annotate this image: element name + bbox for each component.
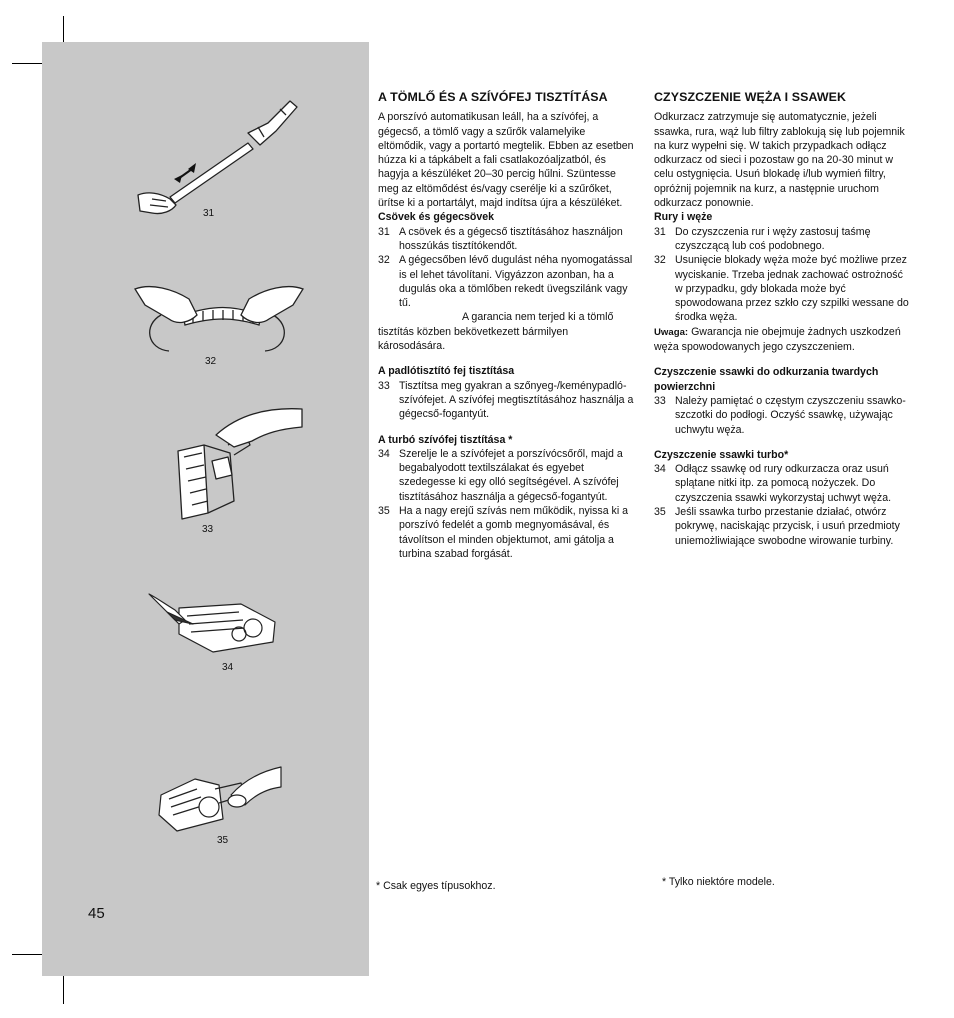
- hu-item-32-number: 32: [378, 254, 390, 267]
- page-number: 45: [88, 905, 105, 922]
- pl-item-32-number: 32: [654, 254, 666, 267]
- figure-34-number: 34: [222, 662, 234, 673]
- pl-item-33: [654, 394, 912, 437]
- pl-item-31-text: Do czyszczenia rur i węży zastosuj taśmę czyszczącą lub coś podobnego.: [675, 225, 871, 252]
- hu-item-33: [378, 379, 634, 422]
- hu-item-34-number: 34: [378, 447, 390, 460]
- hu-item-34-text: Szerelje le a szívófejet a porszívócsőről, majd a begabalyodott textilszálakat és egyebet szedegesse ki egy olló segítségével. A szívófej tisztításához használja a gégecső-fogantyút.: [399, 447, 623, 503]
- pl-item-33-number: 33: [654, 394, 666, 407]
- pl-item-31-number: 31: [654, 225, 666, 238]
- pl-item-34-text: Odłącz ssawkę od rury odkurzacza oraz usuń splątane nitki itp. za pomocą nożyczek. Do czyszczenia ssawki wykorzystaj uchwyt węża.: [675, 463, 892, 504]
- hu-item-35-number: 35: [378, 505, 390, 518]
- hu-subheading-tubes: Csövek és gégecsövek: [378, 211, 495, 224]
- pl-intro: Odkurzacz zatrzymuje się automatycznie, jeżeli ssawka, rura, wąż lub filtry zablokują się lub pojemnik na kurz wypełni się. W takich przypadkach odłącz odkurzacz od sieci i pozostaw go na 20-30 minut w celu ostygnięcia. Usuń blokadę i/lub wymień filtry, opróżnij pojemnik na kurz, a następnie uruchom odkurzacz ponownie.: [654, 111, 905, 210]
- hu-title: A TÖMLŐ ÉS A SZÍVÓFEJ TISZTÍTÁSA: [378, 90, 608, 104]
- figure-31-number: 31: [203, 208, 215, 219]
- hungarian-column: [378, 90, 634, 561]
- figure-32-number: 32: [205, 356, 217, 367]
- hu-item-33-number: 33: [378, 379, 390, 392]
- hu-intro: A porszívó automatikusan leáll, ha a szívófej, a gégecső, a tömlő vagy a szűrők valamelyike eltömődik, vagy a portartó megtelik. Ebben az esetben húzza ki a tápkábelt a fali csatlakozóaljzatból, és hagyja a készüléket 20–30 percig hűlni. Szüntesse meg az eltömődést és/vagy cserélje ki a szűrőket, ürítse ki a portartályt, majd indítsa újra a készüléket.: [378, 111, 634, 210]
- hu-item-31: [378, 225, 634, 254]
- figure-31-tube-cleaning: [130, 95, 305, 220]
- pl-item-35-text: Jeśli ssawka turbo przestanie działać, otwórz pokrywę, naciskając przycisk, i usuń przedmioty uniemożliwiające swobodne wirowanie turbiny.: [675, 506, 900, 547]
- pl-item-35-number: 35: [654, 506, 666, 519]
- hu-warranty-note: A garancia nem terjed ki a tömlő tisztítás közben bekövetkezett bármilyen károsodására.: [378, 311, 614, 353]
- hu-item-35: [378, 504, 634, 561]
- pl-title: CZYSZCZENIE WĘŻA I SSAWEK: [654, 90, 847, 104]
- hu-footnote: * Csak egyes típusokhoz.: [376, 880, 496, 892]
- hu-item-31-number: 31: [378, 225, 390, 238]
- figure-35-turbo-cover: [155, 765, 285, 835]
- figure-34-turbo-scissors: [145, 590, 285, 660]
- figure-33-floor-nozzle: [168, 405, 304, 520]
- pl-item-34-number: 34: [654, 463, 666, 476]
- hu-item-33-text: Tisztítsa meg gyakran a szőnyeg-/keménypadló-szívófejet. A szívófej megtisztításához használja a gégecső-fogantyút.: [399, 379, 634, 421]
- pl-subheading-hard-floor: Czyszczenie ssawki do odkurzania twardych powierzchni: [654, 366, 879, 393]
- pl-item-31: [654, 225, 912, 254]
- hu-item-32-text: A gégecsőben lévő dugulást néha nyomogatással is el lehet távolítani. Vigyázzon azonban, ha a dugulás oka a tömlőben rekedt üvegszilánk vagy tű.: [399, 254, 633, 310]
- polish-column: [654, 90, 912, 548]
- pl-item-34: [654, 462, 912, 505]
- pl-note-text: Gwarancja nie obejmuje żadnych uszkodzeń węża spowodowanych jego czyszczeniem.: [654, 325, 901, 354]
- pl-subheading-tubes: Rury i węże: [654, 211, 713, 224]
- pl-footnote: * Tylko niektóre modele.: [662, 876, 775, 888]
- pl-item-32-text: Usunięcie blokady węża może być możliwe przez wyciskanie. Trzeba jednak zachować ostrożność w przypadku, gdy blokada może być spowodowana przez szkło czy szpilki wessane do środka węża.: [675, 254, 909, 324]
- hu-item-34: [378, 447, 634, 504]
- pl-item-32: [654, 253, 912, 324]
- figure-32-hose-squeeze: [133, 275, 305, 355]
- pl-warranty-note: [654, 325, 912, 355]
- figure-35-number: 35: [217, 835, 229, 846]
- hu-item-35-text: Ha a nagy erejű szívás nem működik, nyissa ki a porszívó fedelét a gomb megnyomásával, és távolítson el minden objektumot, ami gátolja a turbina szabad forgását.: [399, 505, 629, 560]
- pl-item-33-text: Należy pamiętać o częstym czyszczeniu ssawko-szczotki do podłogi. Oczyść ssawkę, używając uchwytu węża.: [675, 394, 906, 436]
- pl-note-label: Uwaga:: [654, 326, 689, 338]
- figure-33-number: 33: [202, 524, 214, 535]
- pl-subheading-turbo: Czyszczenie ssawki turbo*: [654, 448, 789, 461]
- hu-subheading-turbo: A turbó szívófej tisztítása *: [378, 433, 513, 446]
- hu-item-32: [378, 253, 634, 310]
- hu-subheading-floor-nozzle: A padlótisztító fej tisztítása: [378, 365, 515, 378]
- hu-item-31-text: A csövek és a gégecső tisztításához használjon hosszúkás tisztítókendőt.: [399, 225, 623, 252]
- pl-item-35: [654, 505, 912, 548]
